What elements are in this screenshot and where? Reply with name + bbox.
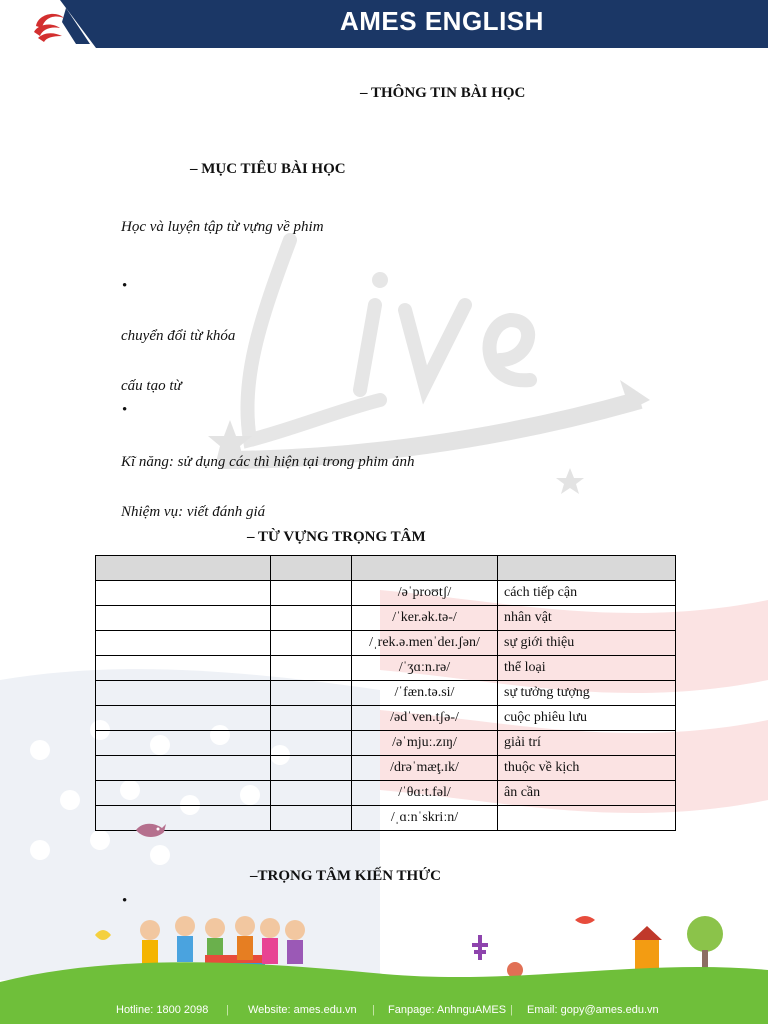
objective-line: Học và luyện tập từ vựng về phim bbox=[121, 219, 324, 235]
footer-hotline: Hotline: 1800 2098 bbox=[116, 1004, 209, 1016]
table-header-row bbox=[96, 556, 676, 581]
footer-separator: | bbox=[510, 1004, 513, 1016]
ipa-cell: /ˌɑːnˈskriːn/ bbox=[352, 806, 498, 831]
objective-line: chuyển đổi từ khóa bbox=[121, 328, 236, 344]
section-knowledge: –TRỌNG TÂM KIẾN THỨC bbox=[250, 868, 441, 884]
checkbox-glyph-icon bbox=[94, 196, 106, 209]
meaning-cell: sự giới thiệu bbox=[498, 631, 676, 656]
ames-logo-icon bbox=[28, 4, 108, 46]
meaning-cell: ân cần bbox=[498, 781, 676, 806]
table-row bbox=[96, 631, 676, 656]
table-row bbox=[96, 606, 676, 631]
bullet-icon: • bbox=[122, 402, 128, 418]
footer-separator: | bbox=[372, 1004, 375, 1016]
table-row bbox=[96, 731, 676, 756]
footer-separator: | bbox=[226, 1004, 229, 1016]
ipa-cell: /drəˈmæţ.ɪk/ bbox=[352, 756, 498, 781]
bullet-icon: • bbox=[122, 278, 128, 294]
table-row bbox=[96, 681, 676, 706]
meaning-cell: cách tiếp cận bbox=[498, 581, 676, 606]
objective-line: cấu tạo từ bbox=[121, 378, 182, 394]
table-header-cell bbox=[498, 556, 676, 581]
meaning-cell: thể loại bbox=[498, 656, 676, 681]
section-vocabulary: – TỪ VỰNG TRỌNG TÂM bbox=[247, 529, 426, 545]
ipa-cell: /ədˈven.tʃə-/ bbox=[352, 706, 498, 731]
ipa-cell: /əˈproʊtʃ/ bbox=[352, 581, 498, 606]
footer-fanpage: Fanpage: AnhnguAMES bbox=[388, 1004, 507, 1016]
ipa-cell: /ˈfæn.tə.si/ bbox=[352, 681, 498, 706]
table-row bbox=[96, 756, 676, 781]
meaning-cell: nhân vật bbox=[498, 606, 676, 631]
table-row bbox=[96, 806, 676, 831]
tree-icon bbox=[687, 916, 723, 952]
bee-icon bbox=[95, 930, 111, 940]
section-lesson-info: – THÔNG TIN BÀI HỌC bbox=[360, 85, 526, 101]
meaning-cell: cuộc phiêu lưu bbox=[498, 706, 676, 731]
vocabulary-table bbox=[95, 555, 676, 831]
table-row bbox=[96, 581, 676, 606]
footer-website: Website: ames.edu.vn bbox=[248, 1004, 357, 1016]
ipa-cell: /əˈmjuː.zɪŋ/ bbox=[352, 731, 498, 756]
ipa-cell: /ˈker.ək.tə-/ bbox=[352, 606, 498, 631]
objective-line: Nhiệm vụ: viết đánh giá bbox=[121, 504, 266, 520]
table-row bbox=[96, 656, 676, 681]
small-bird-icon bbox=[575, 916, 595, 924]
table-header-cell bbox=[352, 556, 498, 581]
bullet-icon: • bbox=[122, 893, 128, 909]
meaning-cell: giải trí bbox=[498, 731, 676, 756]
objective-line: Kĩ năng: sử dụng các thì hiện tại trong phim ảnh bbox=[121, 454, 415, 470]
checkbox-glyph-icon bbox=[94, 254, 106, 267]
footer-email: Email: gopy@ames.edu.vn bbox=[527, 1004, 659, 1016]
meaning-cell bbox=[498, 806, 676, 831]
brand-title: AMES ENGLISH bbox=[340, 6, 544, 36]
ipa-cell: /ˈʒɑːn.rə/ bbox=[352, 656, 498, 681]
section-objectives: – MỤC TIÊU BÀI HỌC bbox=[190, 161, 346, 177]
table-header-cell bbox=[271, 556, 352, 581]
page-header bbox=[0, 0, 768, 48]
table-row bbox=[96, 706, 676, 731]
meaning-cell: thuộc về kịch bbox=[498, 756, 676, 781]
table-row bbox=[96, 781, 676, 806]
meaning-cell: sự tưởng tượng bbox=[498, 681, 676, 706]
bird-icon bbox=[132, 816, 168, 846]
ipa-cell: /ˈθɑːt.fəl/ bbox=[352, 781, 498, 806]
table-header-cell bbox=[96, 556, 271, 581]
page-footer bbox=[0, 996, 768, 1024]
ipa-cell: /ˌrek.ə.menˈdeɪ.ʃən/ bbox=[352, 631, 498, 656]
